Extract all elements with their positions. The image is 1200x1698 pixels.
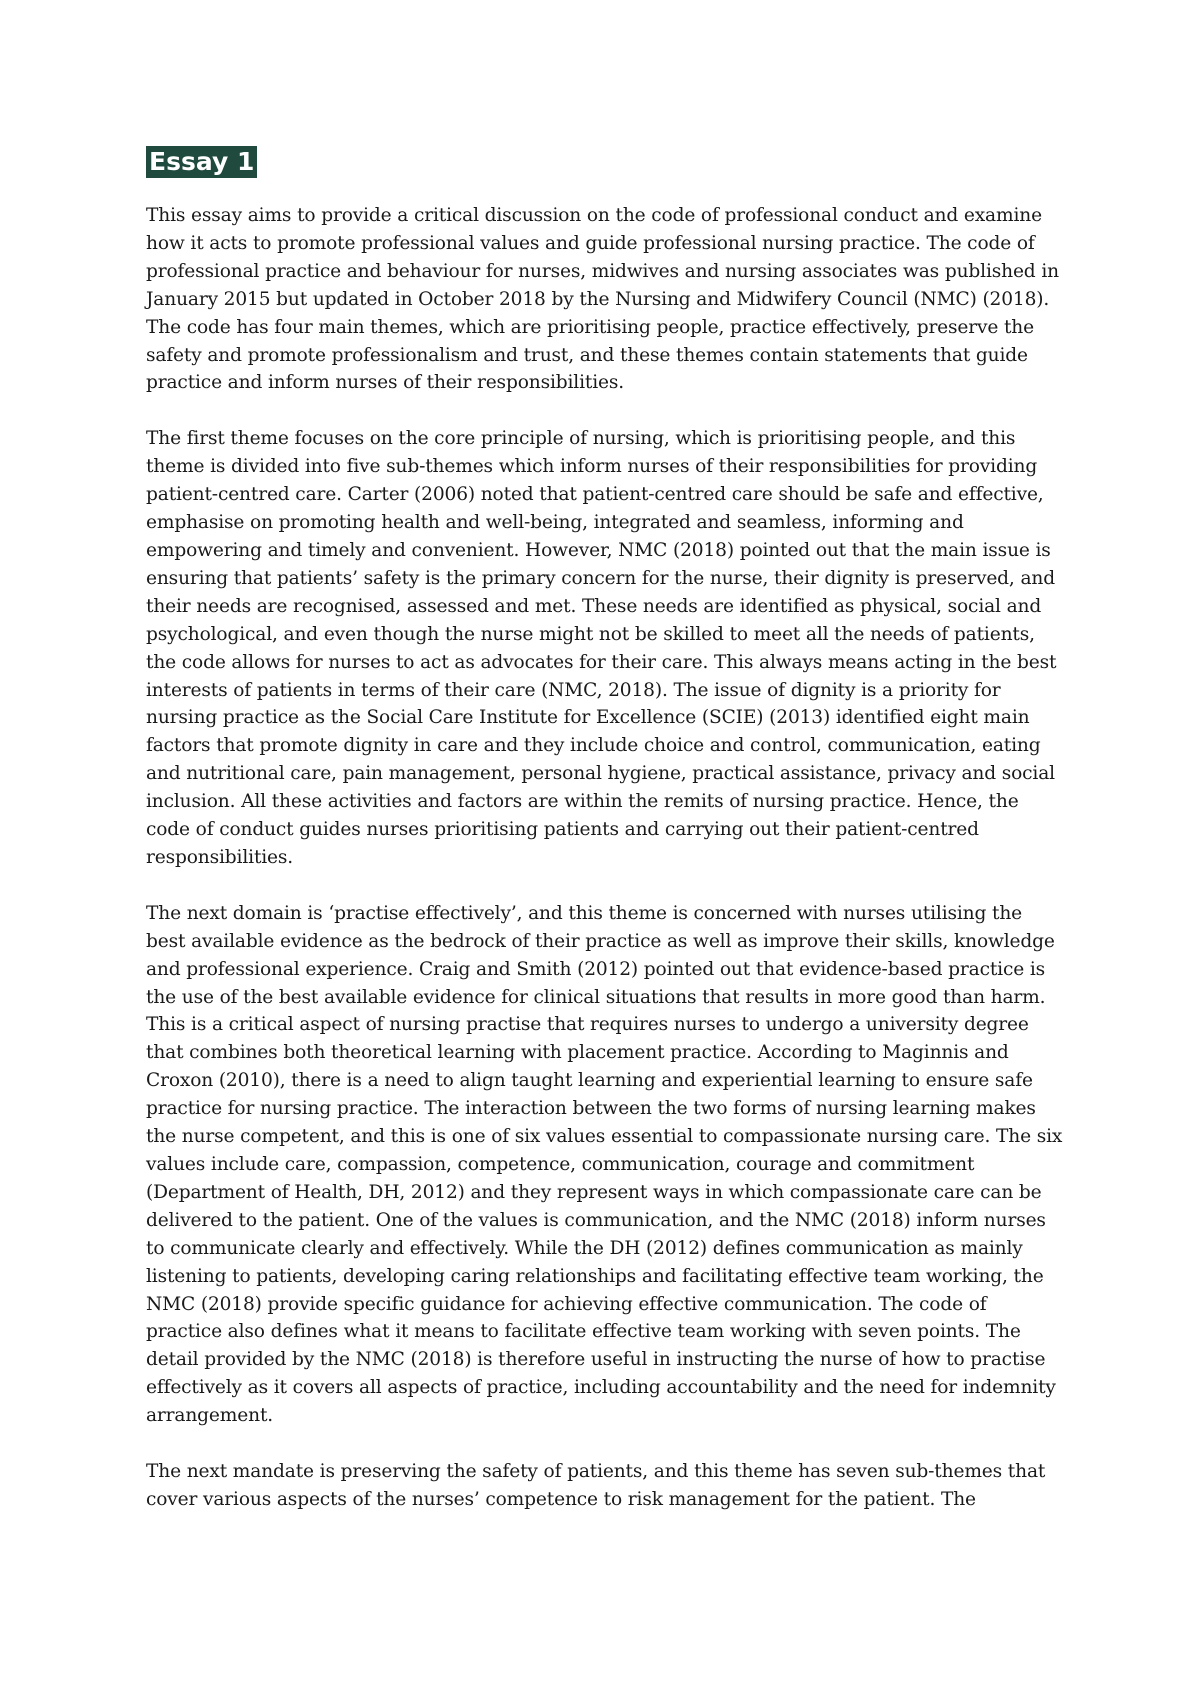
paragraph-prioritise-people: The first theme focuses on the core principle of nursing, which is prioritising people, and this theme is divided into five sub-themes which inform nurses of their responsibilities for providing patient-centred care. Carter (2006) noted that patient-centred care should be safe and effective, emphasise on promoting health and well-being, integrated and seamless, informing and empowering and timely and convenient. However, NMC (2018) pointed out that the main issue is ensuring that patients’ safety is the primary concern for the nurse, their dignity is preserved, and their needs are recognised, assessed and met. These needs are identified as physical, social and psychological, and even though the nurse might not be skilled to meet all the needs of patients, the code allows for nurses to act as advocates for their care. This always means acting in the best interests of patients in terms of their care (NMC, 2018). The issue of dignity is a priority for nursing practice as the Social Care Institute for Excellence (SCIE) (2013) identified eight main factors that promote dignity in care and they include choice and control, communication, eating and nutritional care, pain management, personal hygiene, practical assistance, privacy and social inclusion. All these activities and factors are within the remits of nursing practice. Hence, the code of conduct guides nurses prioritising patients and carrying out their patient-centred responsibilities. xyxy=(146,428,1057,868)
essay-title: Essay 1 xyxy=(146,146,257,178)
paragraph-practise-effectively: The next domain is ‘practise effectively’, and this theme is concerned with nurses utilising the best available evidence as the bedrock of their practice as well as improve their skills, knowledge and professional experience. Craig and Smith (2012) pointed out that evidence-based practice is the use of the best available evidence for clinical situations that results in more good than harm. This is a critical aspect of nursing practise that requires nurses to undergo a university degree that combines both theoretical learning with placement practice. According to Maginnis and Croxon (2010), there is a need to align taught learning and experiential learning to ensure safe practice for nursing practice. The interaction between the two forms of nursing learning makes the nurse competent, and this is one of six values essential to compassionate nursing care. The six values include care, compassion, competence, communication, courage and commitment (Department of Health, DH, 2012) and they represent ways in which compassionate care can be delivered to the patient. One of the values is communication, and the NMC (2018) inform nurses to communicate clearly and effectively. While the DH (2012) defines communication as mainly listening to patients, developing caring relationships and facilitating effective team working, the NMC (2018) provide specific guidance for achieving effective communication. The code of practice also defines what it means to facilitate effective team working with seven points. The detail provided by the NMC (2018) is therefore useful in instructing the nurse of how to practise effectively as it covers all aspects of practice, including accountability and the need for indemnity arrangement. xyxy=(146,902,1063,1427)
paragraph-preserve-safety: The next mandate is preserving the safety of patients, and this theme has seven sub-themes that cover various aspects of the nurses’ competence to risk management for the patient. The xyxy=(146,1461,1046,1510)
essay-body xyxy=(146,146,1066,1542)
paragraph-intro: This essay aims to provide a critical discussion on the code of professional conduct and examine how it acts to promote professional values and guide professional nursing practice. The code of professional practice and behaviour for nurses, midwives and nursing associates was published in January 2015 but updated in October 2018 by the Nursing and Midwifery Council (NMC) (2018). The code has four main themes, which are prioritising people, practice effectively, preserve the safety and promote professionalism and trust, and these themes contain statements that guide practice and inform nurses of their responsibilities. xyxy=(146,205,1059,394)
